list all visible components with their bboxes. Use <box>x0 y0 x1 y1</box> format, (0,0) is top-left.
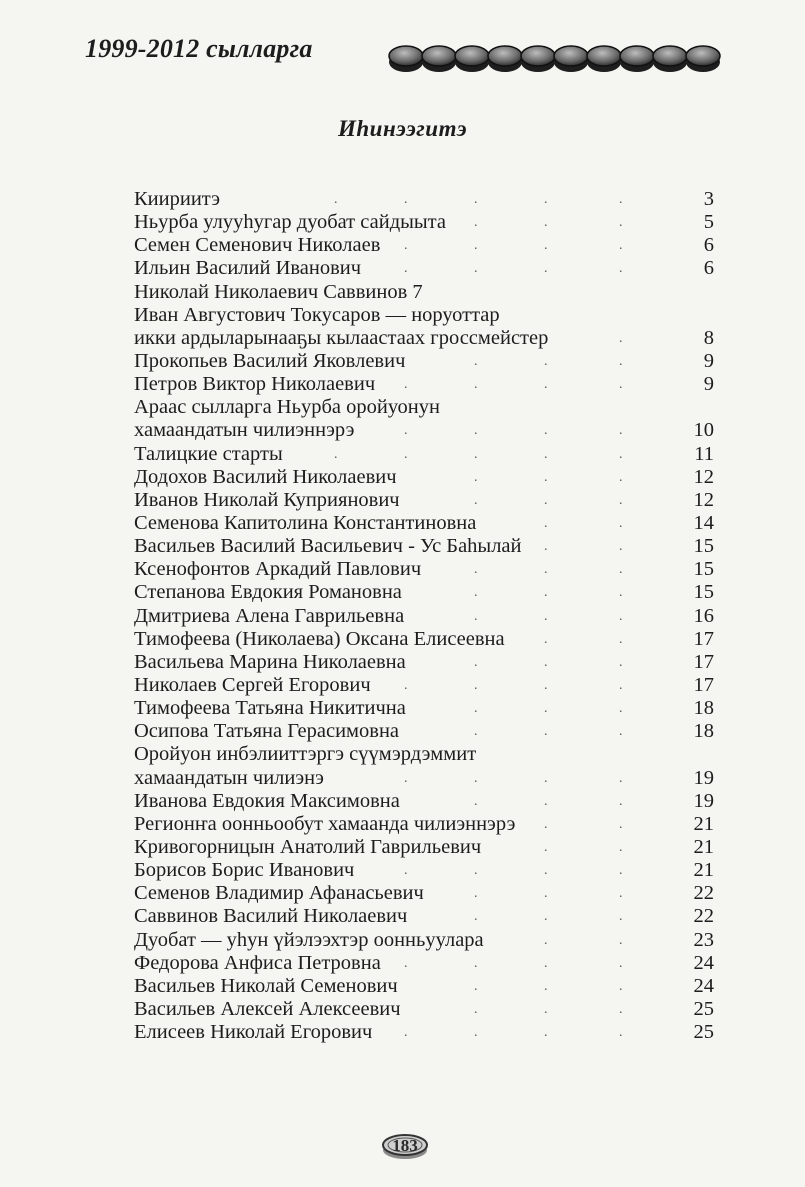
toc-entry <box>134 234 714 257</box>
leader-dot: . <box>544 1025 548 1041</box>
leader-dot: . <box>544 446 548 462</box>
toc-entry-title: Киириитэ <box>134 188 221 210</box>
toc-entry-title: Семенова Капитолина Константиновна <box>134 511 477 534</box>
leader-dot: . <box>544 839 548 855</box>
leader-dot: . <box>619 608 623 624</box>
leader-dot: . <box>544 793 548 809</box>
leader-dot: . <box>474 585 478 601</box>
leader-dot: . <box>544 539 548 555</box>
toc-entry-title: Араас сылларга Ньурба оройуонун <box>134 396 440 419</box>
leader-dot: . <box>544 955 548 971</box>
leader-dot: . <box>544 192 548 207</box>
leader-dot: . <box>619 955 623 971</box>
leader-dot: . <box>404 192 408 207</box>
leader-dot: . <box>404 238 408 254</box>
toc-entry-title: Ильин Василий Иванович <box>134 257 362 280</box>
toc-entry-title: Семенов Владимир Афанасьевич <box>134 882 424 905</box>
toc-entry-title: Осипова Татьяна Герасимовна <box>134 720 400 743</box>
leader-dot: . <box>544 492 548 508</box>
draught-piece <box>455 46 489 66</box>
leader-dot: . <box>544 353 548 369</box>
toc-entry-page: 23 <box>693 928 714 951</box>
leader-dot: . <box>619 978 623 994</box>
toc-entry-title: Регионҥа оонньообут хамаанда чилиэннэрэ <box>134 812 516 835</box>
leader-dot: . <box>474 978 478 994</box>
toc-entry <box>134 350 714 373</box>
page-number-badge <box>378 1130 432 1162</box>
toc-entry-page: 15 <box>693 535 714 558</box>
leader-dot: . <box>544 631 548 647</box>
leader-dot: . <box>474 423 478 439</box>
leader-dot: . <box>619 839 623 855</box>
leader-dot: . <box>619 330 623 346</box>
leader-dot: . <box>474 770 478 786</box>
leader-dot: . <box>404 770 408 786</box>
leader-dot: . <box>619 192 623 207</box>
leader-dot: . <box>474 654 478 670</box>
leader-dot: . <box>544 978 548 994</box>
toc-entry <box>134 1021 714 1044</box>
draught-piece <box>587 46 621 66</box>
toc-entry-page: 24 <box>693 974 714 997</box>
toc-entry <box>134 882 714 905</box>
toc-entry-page: 15 <box>693 581 714 604</box>
toc-entry-page: 16 <box>693 604 714 627</box>
leader-dot: . <box>474 1025 478 1041</box>
toc-entry <box>134 373 714 396</box>
leader-dot: . <box>474 446 478 462</box>
toc-entry-title: Степанова Евдокия Романовна <box>134 581 402 604</box>
toc-entry <box>134 257 714 280</box>
leader-dot: . <box>544 469 548 485</box>
leader-dot: . <box>474 955 478 971</box>
toc-entry <box>134 211 714 234</box>
toc-entry <box>134 188 714 211</box>
leader-dot: . <box>544 1001 548 1017</box>
toc-entry-title: Кривогорницын Анатолий Гаврильевич <box>134 835 482 858</box>
toc-entry-title: Васильева Марина Николаевна <box>134 650 406 673</box>
leader-dot: . <box>619 654 623 670</box>
leader-dot: . <box>544 423 548 439</box>
leader-dot: . <box>619 515 623 531</box>
table-of-contents <box>134 188 714 1044</box>
leader-dot: . <box>474 492 478 508</box>
toc-entry-page: 11 <box>694 442 714 465</box>
leader-dot: . <box>544 770 548 786</box>
toc-entry-title: Ньурба улууhугар дуобат сайдыыта <box>134 211 446 234</box>
toc-entry-page: 21 <box>693 835 714 858</box>
draught-piece <box>488 46 522 66</box>
toc-entry <box>134 905 714 928</box>
leader-dot: . <box>619 446 623 462</box>
leader-dot: . <box>619 1025 623 1041</box>
toc-entry <box>134 859 714 882</box>
toc-entry-page: 15 <box>693 558 714 581</box>
leader-dot: . <box>474 1001 478 1017</box>
leader-dot: . <box>544 863 548 879</box>
toc-entry-title: Борисов Борис Иванович <box>134 859 355 882</box>
toc-entry-title: Васильев Василий Васильевич - Ус Баhылай <box>134 535 522 558</box>
toc-entry <box>134 304 714 327</box>
leader-dot: . <box>404 955 408 971</box>
leader-dot: . <box>544 562 548 578</box>
toc-entry-page: 14 <box>693 511 714 534</box>
toc-entry-title: Васильев Алексей Алексеевич <box>134 997 401 1020</box>
toc-entry-title: Петров Виктор Николаевич <box>134 373 376 396</box>
toc-entry-title: Васильев Николай Семенович <box>134 974 398 997</box>
toc-entry-page: 12 <box>693 488 714 511</box>
toc-entry-page: 9 <box>703 373 714 396</box>
toc-entry <box>134 790 714 813</box>
toc-entry <box>134 767 714 790</box>
toc-entry-page: 6 <box>703 234 714 257</box>
toc-entry-title: хамаандатын чилиэнэ <box>134 766 324 789</box>
leader-dot: . <box>544 701 548 717</box>
toc-entry-title: Елисеев Николай Егорович <box>134 1021 373 1044</box>
leader-dot: . <box>619 793 623 809</box>
leader-dot: . <box>619 701 623 717</box>
toc-entry <box>134 512 714 535</box>
toc-entry <box>134 813 714 836</box>
toc-entry-page: 19 <box>693 766 714 789</box>
toc-entry-page: 24 <box>693 951 714 974</box>
leader-dot: . <box>619 909 623 925</box>
leader-dot: . <box>619 423 623 439</box>
leader-dot: . <box>619 261 623 277</box>
leader-dot: . <box>474 886 478 902</box>
leader-dot: . <box>404 446 408 462</box>
toc-entry-title: хамаандатын чилиэннэрэ <box>134 419 355 442</box>
toc-entry-page: 17 <box>693 627 714 650</box>
toc-entry-title: Федорова Анфиса Петровна <box>134 951 381 974</box>
leader-dot: . <box>474 677 478 693</box>
leader-dot: . <box>619 724 623 740</box>
toc-entry <box>134 605 714 628</box>
leader-dot: . <box>619 1001 623 1017</box>
leader-dot: . <box>619 816 623 832</box>
toc-entry <box>134 952 714 975</box>
leader-dot: . <box>544 608 548 624</box>
leader-dot: . <box>619 377 623 393</box>
toc-entry-page: 17 <box>693 673 714 696</box>
leader-dot: . <box>544 909 548 925</box>
leader-dot: . <box>474 238 478 254</box>
toc-entry <box>134 535 714 558</box>
toc-entry-page: 25 <box>693 1021 714 1044</box>
toc-entry-page: 3 <box>703 188 714 210</box>
leader-dot: . <box>474 377 478 393</box>
toc-entry-page: 21 <box>693 812 714 835</box>
toc-entry-title: Иванов Николай Куприянович <box>134 488 400 511</box>
toc-entry-title: икки ардыларынааҕы кылаастаах гроссмейстер <box>134 326 549 349</box>
toc-entry <box>134 396 714 419</box>
leader-dot: . <box>474 909 478 925</box>
toc-entry-title: Иван Августович Токусаров — норуоттар <box>134 303 500 326</box>
toc-entry-title: Иванова Евдокия Максимовна <box>134 789 400 812</box>
leader-dot: . <box>474 793 478 809</box>
leader-dot: . <box>544 654 548 670</box>
leader-dot: . <box>619 353 623 369</box>
leader-dot: . <box>404 261 408 277</box>
leader-dot: . <box>474 562 478 578</box>
leader-dot: . <box>404 677 408 693</box>
draught-piece <box>653 46 687 66</box>
leader-dot: . <box>474 724 478 740</box>
toc-entry-page: 12 <box>693 465 714 488</box>
leader-dot: . <box>474 215 478 231</box>
toc-entry-page: 18 <box>693 697 714 720</box>
draught-piece <box>686 46 720 66</box>
toc-entry-title: Дмитриева Алена Гаврильевна <box>134 604 405 627</box>
leader-dot: . <box>544 932 548 948</box>
leader-dot: . <box>619 539 623 555</box>
toc-entry <box>134 489 714 512</box>
leader-dot: . <box>474 863 478 879</box>
leader-dot: . <box>619 469 623 485</box>
toc-entry-page: 6 <box>703 257 714 280</box>
toc-entry-title: Прокопьев Василий Яковлевич <box>134 349 406 372</box>
draught-piece <box>389 46 423 66</box>
toc-entry-page: 10 <box>693 419 714 442</box>
leader-dot: . <box>544 724 548 740</box>
leader-dot: . <box>544 677 548 693</box>
toc-entry-title: Тимофеева Татьяна Никитична <box>134 697 406 720</box>
toc-entry-title: Ксенофонтов Аркадий Павлович <box>134 558 422 581</box>
leader-dot: . <box>619 238 623 254</box>
toc-entry <box>134 466 714 489</box>
toc-entry-page: 8 <box>703 326 714 349</box>
toc-entry <box>134 581 714 604</box>
leader-dot: . <box>544 886 548 902</box>
leader-dot: . <box>619 631 623 647</box>
draught-piece <box>521 46 555 66</box>
leader-dot: . <box>544 816 548 832</box>
leader-dot: . <box>474 192 478 207</box>
leader-dot: . <box>544 261 548 277</box>
page-number: 183 <box>392 1136 418 1155</box>
leader-dot: . <box>619 677 623 693</box>
leader-dot: . <box>404 377 408 393</box>
toc-entry-page: 5 <box>703 211 714 234</box>
toc-entry-title: Додохов Василий Николаевич <box>134 465 397 488</box>
toc-entry <box>134 281 714 304</box>
toc-entry <box>134 327 714 350</box>
toc-entry <box>134 836 714 859</box>
toc-entry <box>134 697 714 720</box>
toc-entry-title: Дуобат — уhун үйэлээхтэр оонньуулара <box>134 928 484 951</box>
leader-dot: . <box>544 238 548 254</box>
leader-dot: . <box>619 886 623 902</box>
leader-dot: . <box>404 863 408 879</box>
toc-entry <box>134 651 714 674</box>
toc-entry <box>134 443 714 466</box>
leader-dot: . <box>474 469 478 485</box>
leader-dot: . <box>619 585 623 601</box>
toc-entry <box>134 419 714 442</box>
leader-dot: . <box>619 932 623 948</box>
leader-dot: . <box>334 446 338 462</box>
leader-dot: . <box>404 1025 408 1041</box>
toc-entry-page: 21 <box>693 859 714 882</box>
leader-dot: . <box>619 562 623 578</box>
toc-entry-page: 22 <box>693 905 714 928</box>
toc-entry-title: Талицкие старты <box>134 442 283 465</box>
leader-dot: . <box>544 585 548 601</box>
toc-entry-title: Тимофеева (Николаева) Оксана Елисеевна <box>134 627 505 650</box>
toc-entry <box>134 929 714 952</box>
leader-dot: . <box>334 192 338 207</box>
running-title: 1999-2012 сылларга <box>85 34 313 63</box>
leader-dot: . <box>619 770 623 786</box>
leader-dot: . <box>619 492 623 508</box>
toc-entry-title: Николай Николаевич Саввинов 7 <box>134 280 423 303</box>
toc-entry <box>134 628 714 651</box>
toc-entry-title: Саввинов Василий Николаевич <box>134 905 408 928</box>
toc-entry-title: Николаев Сергей Егорович <box>134 673 371 696</box>
toc-entry <box>134 743 714 766</box>
toc-entry-page: 18 <box>693 720 714 743</box>
toc-entry-page: 22 <box>693 882 714 905</box>
leader-dot: . <box>544 215 548 231</box>
toc-entry <box>134 998 714 1021</box>
toc-entry-title: Оройуон инбэлииттэргэ сүүмэрдэммит <box>134 743 477 766</box>
leader-dot: . <box>544 377 548 393</box>
leader-dot: . <box>474 701 478 717</box>
leader-dot: . <box>474 353 478 369</box>
toc-entry <box>134 558 714 581</box>
draught-piece <box>422 46 456 66</box>
draught-piece <box>554 46 588 66</box>
leader-dot: . <box>619 863 623 879</box>
draughts-pieces-icon <box>387 38 727 78</box>
section-title: Иhинээгитэ <box>337 116 468 141</box>
toc-entry-page: 25 <box>693 997 714 1020</box>
leader-dot: . <box>474 261 478 277</box>
toc-entry <box>134 720 714 743</box>
toc-entry <box>134 674 714 697</box>
toc-entry-title: Семен Семенович Николаев <box>134 234 381 257</box>
leader-dot: . <box>544 515 548 531</box>
leader-dot: . <box>474 608 478 624</box>
toc-entry-page: 19 <box>693 789 714 812</box>
draught-piece <box>620 46 654 66</box>
leader-dot: . <box>619 215 623 231</box>
toc-entry-page: 17 <box>693 650 714 673</box>
toc-entry <box>134 975 714 998</box>
toc-entry-page: 9 <box>703 349 714 372</box>
leader-dot: . <box>404 423 408 439</box>
